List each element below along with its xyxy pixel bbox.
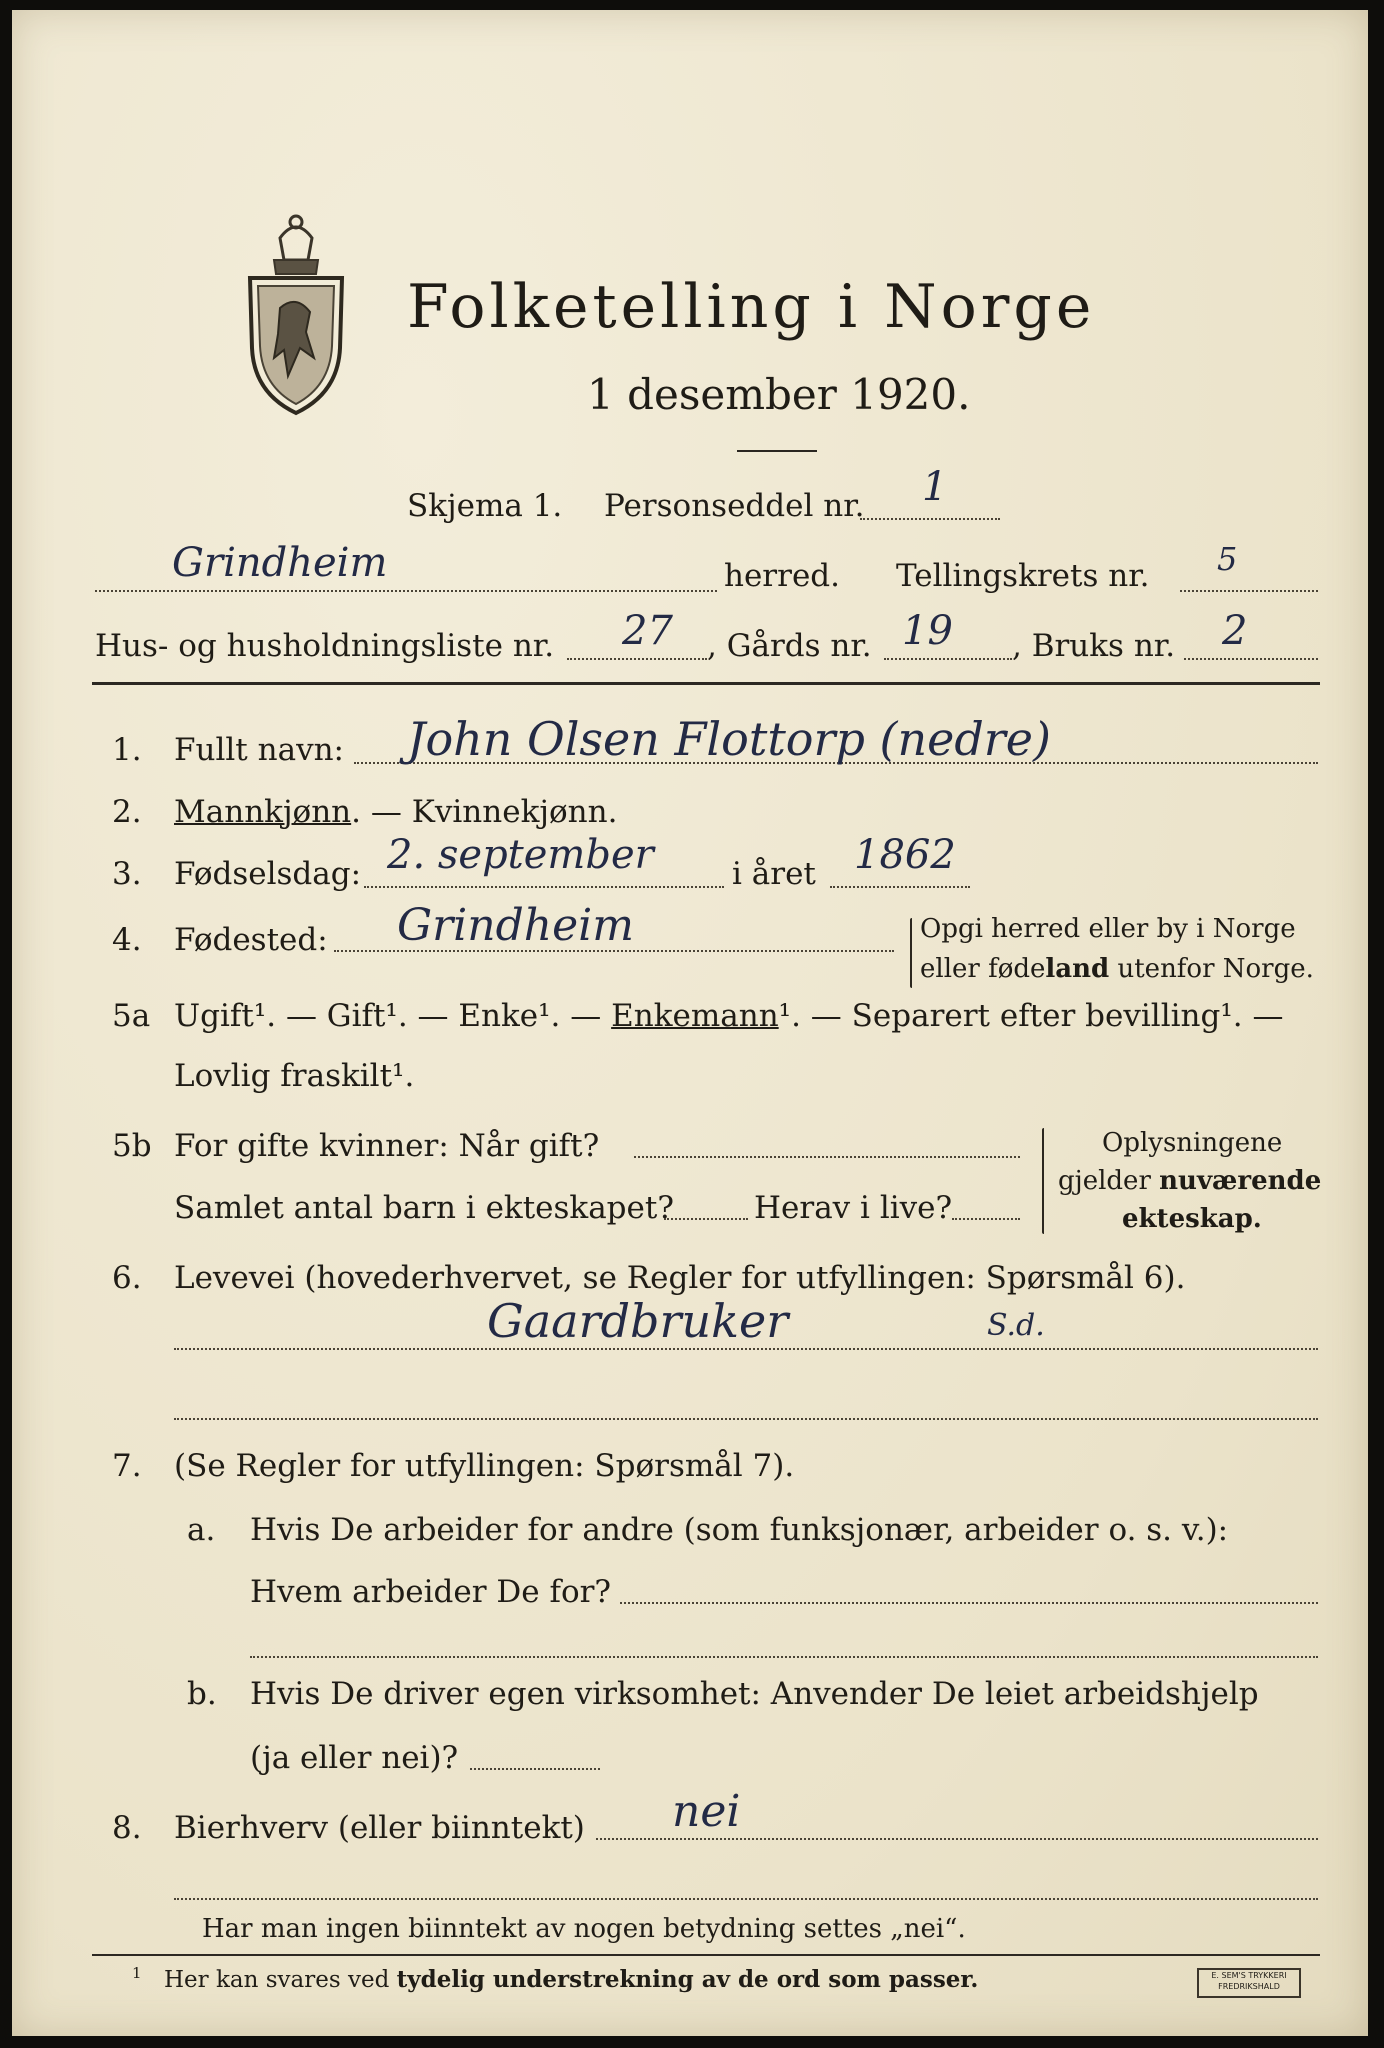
herred-value: Grindheim [172,540,388,586]
q5b-when-dotline [634,1156,1020,1158]
q7a-letter: a. [187,1512,216,1548]
q6-occupation: Gaardbruker [487,1294,789,1348]
q8-note: Har man ingen biinntekt av nogen betydning settes „nei“. [202,1914,966,1944]
q2-end: . [607,794,618,830]
q6-dotline-2 [174,1418,1318,1420]
gards-label: , Gårds nr. [707,628,872,664]
q4-birthplace: Grindheim [397,900,634,951]
printer-stamp-line1: E. SEM'S TRYKKERI [1211,1971,1287,1980]
q7-label: (Se Regler for utfyllingen: Spørsmål 7). [174,1448,795,1484]
q5b-children-dotline [664,1218,748,1220]
q7a-text: Hvis De arbeider for andre (som funksjonær, arbeider o. s. v.): [250,1512,1229,1548]
skjema-label: Skjema 1. [407,488,563,524]
q8-side-income: nei [672,1786,741,1837]
q4-number: 4. [112,922,142,958]
q8-label: Bierhverv (eller biinntekt) [174,1810,585,1846]
q4-brace [910,918,912,988]
footnote-text-a: Her kan svares ved [164,1967,397,1993]
personseddel-value: 1 [922,464,948,510]
q5b-note-2b: nuværende [1159,1166,1322,1196]
husliste-value: 27 [622,608,673,654]
q7b-dotline [470,1768,600,1770]
printer-stamp [1197,1968,1301,1998]
q2-sex-options [174,794,617,830]
q8-number: 8. [112,1810,142,1846]
personseddel-dotline [860,518,1000,520]
q4-note-2b: land [1045,954,1110,984]
q8-dotline-1 [596,1838,1318,1840]
q5b-note-line1: Oplysningene [1102,1128,1283,1158]
q7-number: 7. [112,1448,142,1484]
q3-number: 3. [112,856,142,892]
q3-year-dotline [830,886,970,888]
q5a-number: 5a [112,998,151,1034]
bruks-value: 2 [1222,608,1248,654]
q7b-text: Hvis De driver egen virksomhet: Anvender De leiet arbeidshjelp [250,1676,1259,1712]
q4-note-2c: utenfor Norge. [1109,954,1314,984]
footnote-rule [92,1954,1320,1956]
husliste-label: Hus- og husholdningsliste nr. [95,628,555,664]
q4-label: Fødested: [174,922,328,958]
printer-stamp-line2: FREDRIKSHALD [1218,1982,1280,1991]
q5b-children: Samlet antal barn i ekteskapet? [174,1190,674,1226]
q5a-text-2: ¹. — Separert efter bevilling¹. — [778,998,1284,1034]
q3-year: 1862 [854,832,956,878]
q5a-marital-options [174,998,1283,1034]
q5b-note-line2 [1058,1166,1321,1196]
gards-dotline [884,658,1012,660]
tellingskrets-dotline [1180,590,1318,592]
q5b-note-line3: ekteskap. [1122,1204,1262,1234]
q3-birthday: 2. september [387,832,654,878]
q5b-brace [1042,1128,1044,1234]
personseddel-label: Personseddel nr. [604,488,865,524]
q3-dotline [364,886,724,888]
q5b-alive: Herav i live? [754,1190,953,1226]
q6-label: Levevei (hovederhvervet, se Regler for utfyllingen: Spørsmål 6). [174,1260,1186,1296]
q1-number: 1. [112,732,142,768]
q7a-dotline-1 [620,1602,1318,1604]
husliste-dotline [567,658,707,660]
q2-number: 2. [112,794,142,830]
q3-year-label: i året [732,856,816,892]
q8-dotline-2 [174,1898,1318,1900]
bruks-label: , Bruks nr. [1012,628,1176,664]
q7a-employer-label: Hvem arbeider De for? [250,1574,612,1610]
q5a-text-1: Ugift¹. — Gift¹. — Enke¹. — [174,998,612,1034]
gards-value: 19 [902,608,953,654]
q5b-alive-dotline [952,1218,1020,1220]
q1-full-name: John Olsen Flottorp (nedre) [407,712,1051,766]
tellingskrets-value: 5 [1217,540,1238,578]
q3-label: Fødselsdag: [174,856,362,892]
q4-note-line1: Opgi herred eller by i Norge [920,914,1296,944]
q7a-dotline-2 [250,1656,1318,1658]
census-date: 1 desember 1920. [587,370,971,419]
census-form [12,10,1368,2036]
bruks-dotline [1184,658,1318,660]
q7b-yes-no-label: (ja eller nei)? [250,1740,459,1776]
q6-number: 6. [112,1260,142,1296]
q5b-when-married: For gifte kvinner: Når gift? [174,1128,600,1164]
q6-dotline-1 [174,1348,1318,1350]
header-rule [92,682,1320,685]
footnote-text [164,1966,978,1993]
q4-note-line2 [920,954,1314,984]
q2-mannkjonn-underlined: Mannkjønn [174,794,352,830]
herred-dotline [95,590,717,592]
q2-kvinnekjonn: . — Kvinnekjønn [351,794,608,830]
q1-label: Fullt navn: [174,732,344,768]
q6-mark: S.d. [987,1308,1045,1343]
q5b-number: 5b [112,1128,152,1164]
norway-coat-of-arms-icon [240,208,352,418]
q5a-fraskilt: Lovlig fraskilt¹. [174,1058,415,1094]
q5a-enkemann-underlined: Enkemann [611,998,779,1034]
footnote-marker: 1 [132,1964,142,1982]
herred-label: herred. [724,558,840,594]
q4-note-2a: eller føde [920,954,1046,984]
q5b-note-2a: gjelder [1058,1166,1160,1196]
tellingskrets-label: Tellingskrets nr. [896,558,1150,594]
footnote-text-b: tydelig understrekning av de ord som passer. [396,1966,979,1993]
title-divider [737,450,817,452]
form-title: Folketelling i Norge [407,272,1096,342]
q7b-letter: b. [187,1676,217,1712]
